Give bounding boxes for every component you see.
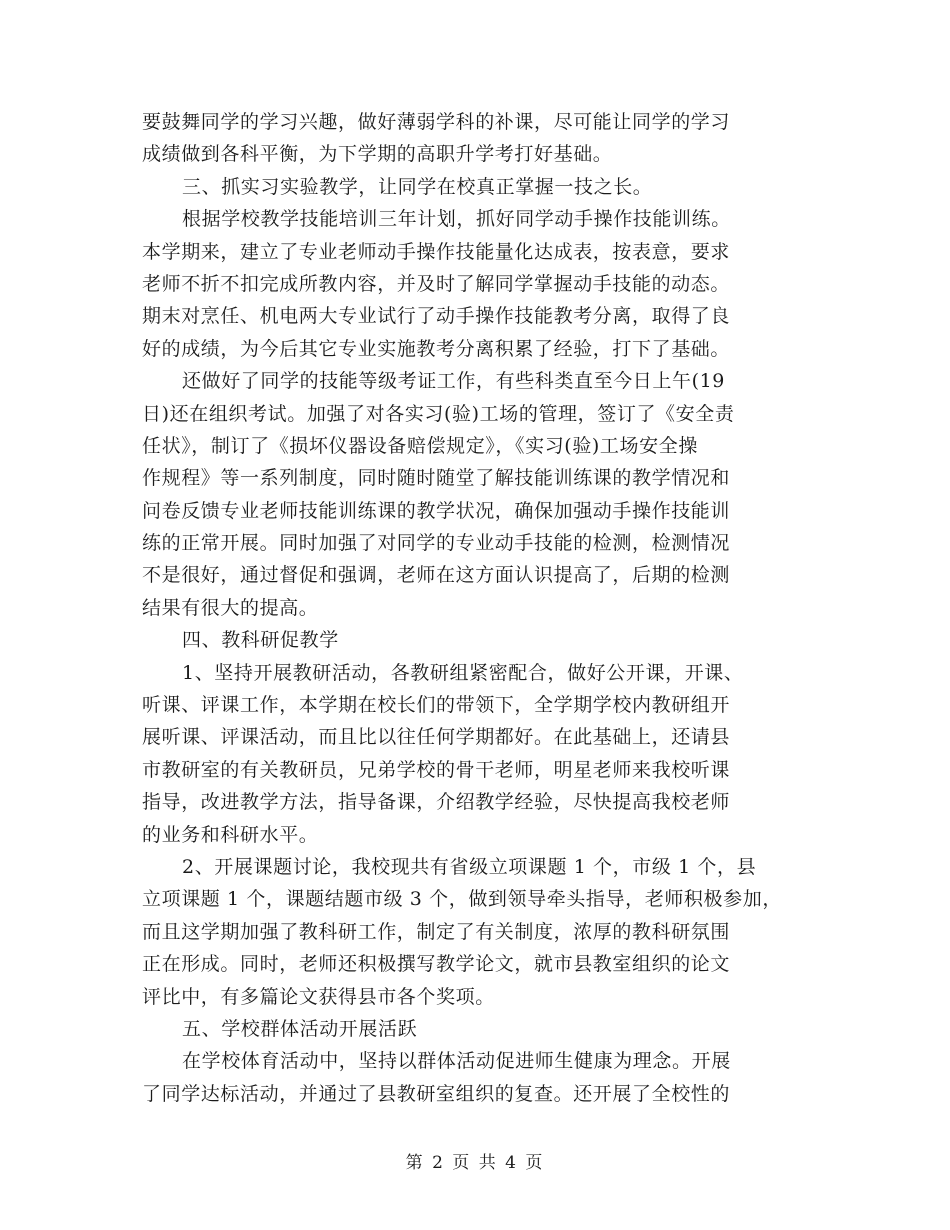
text-line: 而且这学期加强了教科研工作，制定了有关制度，浓厚的教科研氛围 (142, 920, 731, 943)
text-line: 根据学校教学技能培训三年计划，抓好同学动手操作技能训练。 (182, 208, 731, 231)
page-number-footer: 第 2 页 共 4 页 (405, 1153, 545, 1173)
text-line: 结果有很大的提高。 (142, 596, 319, 619)
section-heading: 三、抓实习实验教学，让同学在校真正掌握一技之长。 (182, 175, 653, 198)
text-line: 好的成绩，为今后其它专业实施教考分离积累了经验，打下了基础。 (142, 337, 731, 360)
section-heading: 四、教科研促教学 (182, 629, 339, 652)
text-line: 指导，改进教学方法，指导备课，介绍教学经验，尽快提高我校老师 (142, 791, 731, 814)
text-line: 市教研室的有关教研员，兄弟学校的骨干老师，明星老师来我校听课 (142, 758, 731, 781)
section-heading: 五、学校群体活动开展活跃 (182, 1017, 418, 1040)
text-line: 还做好了同学的技能等级考证工作，有些科类直至今日上午(19 (182, 370, 725, 393)
text-line: 日)还在组织考试。加强了对各实习(验)工场的管理，签订了《安全责 (142, 402, 735, 425)
text-line: 任状》，制订了《损坏仪器设备赔偿规定》，《实习(验)工场安全操 (142, 434, 698, 457)
text-line: 立项课题 1 个，课题结题市级 3 个，做到领导牵头指导，老师积极参加， (142, 888, 782, 911)
text-line: 2、开展课题讨论，我校现共有省级立项课题 1 个，市级 1 个，县 (182, 855, 757, 878)
text-line: 练的正常开展。同时加强了对同学的专业动手技能的检测，检测情况 (142, 532, 731, 555)
text-line: 问卷反馈专业老师技能训练课的教学状况，确保加强动手操作技能训 (142, 499, 731, 522)
text-line: 的业务和科研水平。 (142, 823, 319, 846)
text-line: 正在形成。同时，老师还积极撰写教学论文，就市县教室组织的论文 (142, 953, 731, 976)
text-line: 评比中，有多篇论文获得县市各个奖项。 (142, 985, 495, 1008)
text-line: 本学期来，建立了专业老师动手操作技能量化达成表，按表意，要求 (142, 240, 731, 263)
document-body (142, 106, 822, 1110)
text-line: 作规程》等一系列制度，同时随时随堂了解技能训练课的教学情况和 (142, 467, 731, 490)
text-line: 1、坚持开展教研活动，各教研组紧密配合，做好公开课，开课、 (182, 661, 744, 684)
text-line: 了同学达标活动，并通过了县教研室组织的复查。还开展了全校性的 (142, 1082, 731, 1105)
text-line: 在学校体育活动中，坚持以群体活动促进师生健康为理念。开展 (182, 1050, 731, 1073)
text-line: 展听课、评课活动，而且比以往任何学期都好。在此基础上，还请县 (142, 726, 731, 749)
text-line: 要鼓舞同学的学习兴趣，做好薄弱学科的补课，尽可能让同学的学习 (142, 111, 731, 133)
text-line: 不是很好，通过督促和强调，老师在这方面认识提高了，后期的检测 (142, 564, 731, 587)
text-line: 听课、评课工作，本学期在校长们的带领下，全学期学校内教研组开 (142, 694, 731, 717)
text-line: 老师不折不扣完成所教内容，并及时了解同学掌握动手技能的动态。 (142, 272, 731, 295)
text-line: 期末对烹任、机电两大专业试行了动手操作技能教考分离，取得了良 (142, 305, 731, 328)
text-line: 成绩做到各科平衡，为下学期的高职升学考打好基础。 (142, 143, 613, 166)
